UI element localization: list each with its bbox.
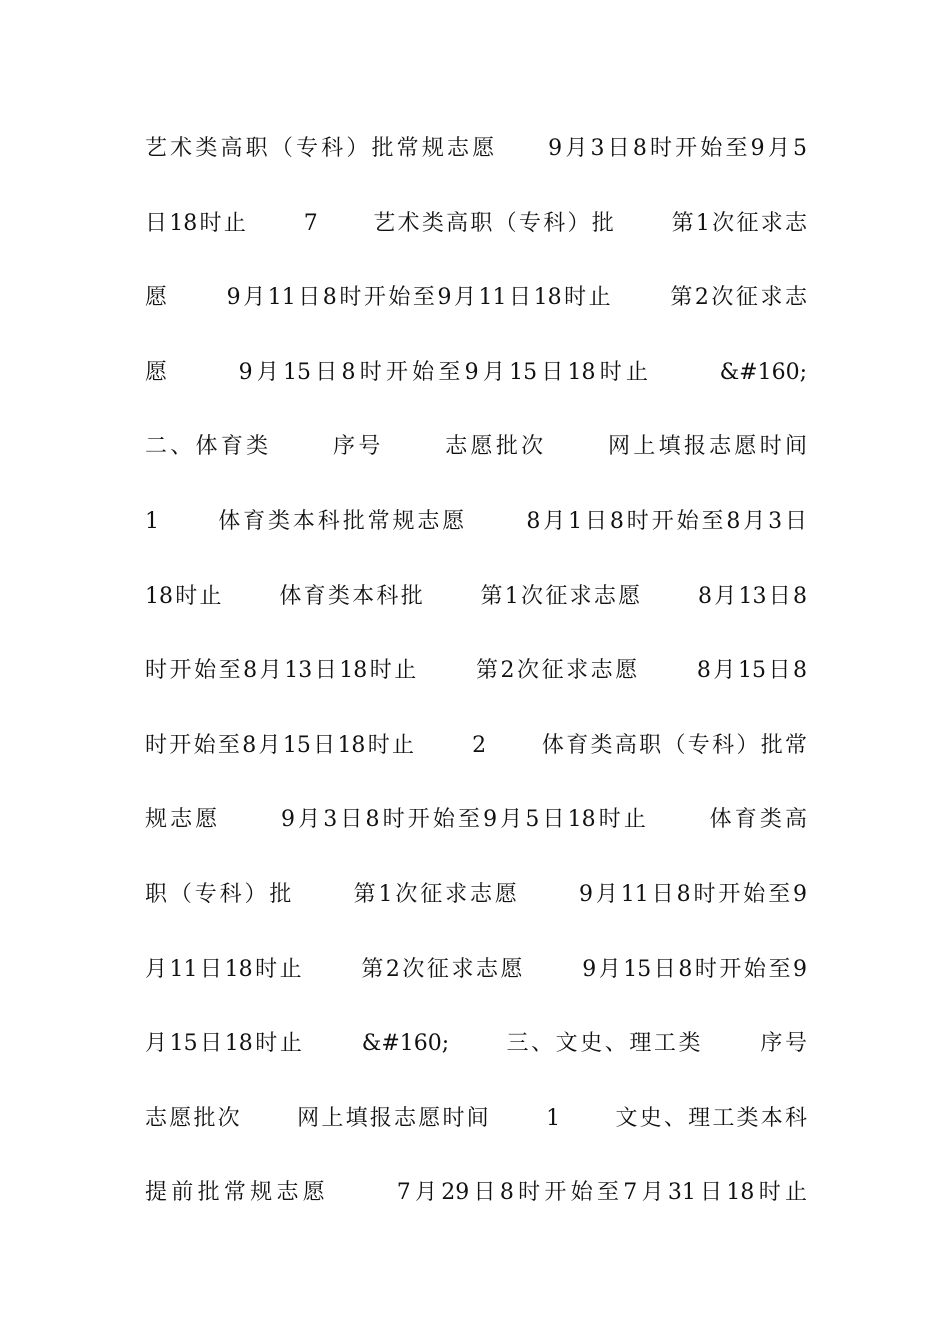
- text-line: 时开始至8月15日18时止 2 体育类高职（专科）批常: [145, 732, 807, 758]
- text-line: 愿 9月15日8时开始至9月15日18时止 &#160;: [145, 359, 807, 385]
- text-line: 提前批常规志愿 7月29日8时开始至7月31日18时止: [145, 1180, 807, 1206]
- document-body: [145, 112, 807, 1231]
- text-line: 志愿批次 网上填报志愿时间 1 文史、理工类本科: [145, 1105, 807, 1131]
- text-line: 愿 9月11日8时开始至9月11日18时止 第2次征求志: [145, 285, 807, 311]
- text-line: 日18时止 7 艺术类高职（专科）批 第1次征求志: [145, 210, 807, 236]
- text-line: 月15日18时止 &#160; 三、文史、理工类 序号: [145, 1031, 807, 1057]
- text-line: 时开始至8月13日18时止 第2次征求志愿 8月15日8: [145, 658, 807, 684]
- text-line: 1 体育类本科批常规志愿 8月1日8时开始至8月3日: [145, 508, 807, 534]
- text-line: 规志愿 9月3日8时开始至9月5日18时止 体育类高: [145, 807, 807, 833]
- text-line: 职（专科）批 第1次征求志愿 9月11日8时开始至9: [145, 881, 807, 907]
- text-line: 18时止 体育类本科批 第1次征求志愿 8月13日8: [145, 583, 807, 609]
- text-line: 艺术类高职（专科）批常规志愿 9月3日8时开始至9月5: [145, 136, 807, 161]
- text-line: 二、体育类 序号 志愿批次 网上填报志愿时间: [145, 434, 807, 460]
- text-line: 月11日18时止 第2次征求志愿 9月15日8时开始至9: [145, 956, 807, 982]
